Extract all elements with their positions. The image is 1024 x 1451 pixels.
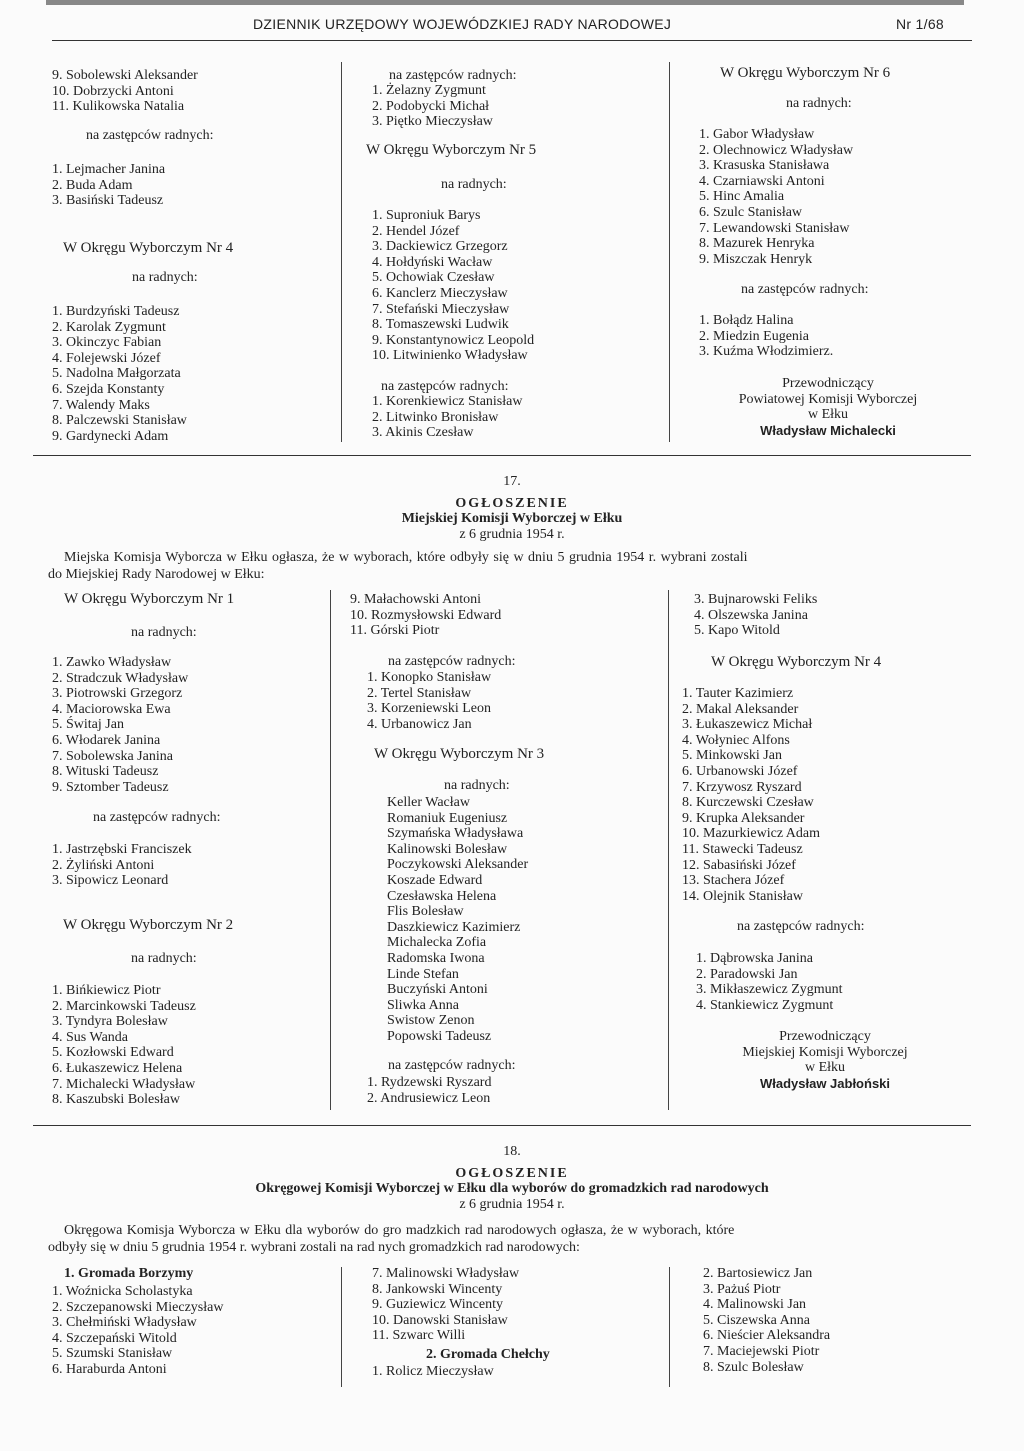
name-list [52, 304, 187, 444]
signature-line: Przewodniczący [782, 376, 874, 391]
list-item: 2. Karolak Zygmunt [52, 319, 166, 335]
announcement-intro: do Miejskiej Rady Narodowej w Ełku: [48, 567, 265, 582]
list-item: 6. Włodarek Janina [52, 732, 161, 748]
list-item: Czesławska Helena [387, 888, 497, 904]
name-list [696, 951, 843, 1013]
journal-title: DZIENNIK URZĘDOWY WOJEWÓDZKIEJ RADY NARODOWEJ [253, 16, 672, 32]
list-item: 3. Kuźma Włodzimierz. [699, 344, 834, 360]
section-heading: na zastępców radnych: [381, 379, 509, 394]
list-item: 2. Bartosiewicz Jan [703, 1266, 813, 1281]
list-item: 7. Krzywosz Ryszard [682, 779, 802, 795]
list-item: 9. Sztomber Tadeusz [52, 779, 169, 795]
list-item: Radomska Iwona [387, 950, 485, 966]
district-heading: W Okręgu Wyborczym Nr 4 [63, 240, 234, 256]
list-item: 2. Podobycki Michał [372, 98, 490, 114]
list-item: 11. Kulikowska Natalia [52, 99, 185, 115]
list-item: 1. Bińkiewicz Piotr [52, 983, 161, 998]
list-item: 2. Olechnowicz Władysław [699, 142, 854, 158]
list-item: 3. Korzeniewski Leon [367, 701, 492, 717]
name-list [52, 655, 188, 795]
list-item: 3. Mikłaszewicz Zygmunt [696, 982, 843, 998]
list-item: 8. Szulc Bolesław [703, 1359, 804, 1375]
list-item: 8. Mazurek Henryka [699, 236, 815, 252]
list-item: 8. Kurczewski Czesław [682, 795, 814, 811]
name-list [387, 795, 528, 1045]
name-list [699, 127, 853, 267]
list-item: 1. Gabor Władysław [699, 127, 815, 142]
name-list [372, 1266, 519, 1344]
list-item: Sliwka Anna [387, 997, 459, 1013]
name-list [703, 1266, 830, 1375]
list-item: 6. Nieścier Aleksandra [703, 1328, 831, 1344]
list-item: Daszkiewicz Kazimierz [387, 919, 521, 935]
announcement-18-header [0, 1144, 1024, 1212]
name-list [52, 162, 165, 209]
list-item: 4. Czarniawski Antoni [699, 173, 825, 189]
list-item: 2. Miedzin Eugenia [699, 328, 810, 344]
list-item: 3. Krasuska Stanisława [699, 158, 830, 174]
list-item: Poczykowski Aleksander [387, 857, 529, 873]
list-item: 1. Rolicz Mieczysław [372, 1364, 494, 1379]
name-list [694, 592, 817, 639]
district-heading: W Okręgu Wyborczym Nr 4 [711, 654, 882, 670]
list-item: 5. Kapo Witold [694, 623, 780, 639]
list-item: 1. Zawko Władysław [52, 655, 172, 670]
list-item: 11. Górski Piotr [350, 623, 440, 639]
announcement-17-header [0, 474, 1024, 542]
list-item: 9. Miszczak Henryk [699, 251, 813, 267]
list-item: 6. Kanclerz Mieczysław [372, 285, 508, 301]
list-item: 12. Sabasiński Józef [682, 857, 796, 873]
list-item: 2. Tertel Stanisław [367, 685, 472, 701]
list-item: 7. Malinowski Władysław [372, 1266, 520, 1281]
name-list [372, 394, 522, 441]
list-item: 3. Basiński Tadeusz [52, 193, 164, 209]
list-item: 5. Kozłowski Edward [52, 1045, 174, 1061]
name-list [372, 208, 534, 364]
list-item: 4. Stankiewicz Zygmunt [696, 997, 834, 1013]
signature-block [690, 376, 966, 438]
list-item: 3. Łukaszewicz Michał [682, 717, 813, 733]
list-item: 2. Żyliński Antoni [52, 857, 155, 873]
column-divider [668, 590, 669, 1110]
column-divider [341, 1267, 342, 1387]
list-item: 1. Tauter Kazimierz [682, 686, 794, 701]
list-item: 6. Łukaszewicz Helena [52, 1060, 183, 1076]
name-list [52, 1284, 223, 1378]
list-item: Michalecka Zofia [387, 935, 487, 951]
list-item: 3. Pażuś Piotr [703, 1281, 781, 1297]
section-heading: na radnych: [131, 951, 197, 966]
list-item: 3. Chełmiński Władysław [52, 1315, 197, 1331]
list-item: Romaniuk Eugeniusz [387, 810, 508, 826]
list-item: 9. Krupka Aleksander [682, 810, 805, 826]
list-item: Popowski Tadeusz [387, 1028, 492, 1044]
district-heading: W Okręgu Wyborczym Nr 2 [63, 917, 234, 933]
list-item: 4. Hołdyński Wacław [372, 254, 493, 270]
district-heading: W Okręgu Wyborczym Nr 1 [64, 591, 235, 607]
section-heading: na zastępców radnych: [93, 810, 221, 825]
list-item: 7. Maciejewski Piotr [703, 1343, 820, 1359]
list-item: 10. Danowski Stanisław [372, 1312, 508, 1328]
list-item: 9. Gardynecki Adam [52, 428, 169, 444]
list-item: 6. Urbanowski Józef [682, 763, 798, 779]
section-heading: na radnych: [131, 625, 197, 640]
list-item: 3. Sipowicz Leonard [52, 873, 169, 889]
announcement-date: z 6 grudnia 1954 r. [459, 1196, 565, 1212]
list-item: 2. Buda Adam [52, 177, 133, 193]
list-item: 5. Hinc Amalia [699, 189, 785, 205]
announcement-number: 17. [503, 474, 521, 489]
list-item: 4. Szczepański Witold [52, 1330, 177, 1346]
list-item: 1. Rydzewski Ryszard [367, 1075, 492, 1090]
district-heading: W Okręgu Wyborczym Nr 3 [374, 746, 545, 762]
list-item: 5. Ochowiak Czesław [372, 270, 495, 286]
list-item: 1. Dąbrowska Janina [696, 951, 814, 966]
announcement-subtitle: Miejskiej Komisji Wyborczej w Ełku [401, 511, 623, 527]
list-item: 2. Marcinkowski Tadeusz [52, 998, 196, 1014]
list-item: 1. Woźnicka Scholastyka [52, 1284, 193, 1299]
list-item: 4. Malinowski Jan [703, 1297, 807, 1313]
list-item: Szymańska Władysława [387, 826, 524, 842]
list-item: 3. Tyndyra Bolesław [52, 1014, 168, 1030]
list-item: 8. Tomaszewski Ludwik [372, 317, 509, 333]
column-divider [330, 590, 331, 1110]
list-item: 7. Stefański Mieczysław [372, 301, 510, 317]
gromada-heading: 2. Gromada Chełchy [426, 1347, 550, 1362]
name-list [682, 686, 820, 904]
list-item: 1. Jastrzębski Franciszek [52, 842, 192, 857]
list-item: 13. Stachera Józef [682, 873, 785, 889]
signature-line: w Ełku [804, 1060, 846, 1076]
list-item: 1. Suproniuk Barys [372, 208, 481, 223]
list-item: Buczyński Antoni [387, 982, 488, 998]
list-item: 8. Palczewski Stanisław [52, 413, 187, 429]
section-heading: na zastępców radnych: [389, 68, 517, 83]
list-item: 1. Konopko Stanisław [367, 670, 492, 685]
announcement-intro: odbyły się w dniu 5 grudnia 1954 r. wybrani zostali na rad nych gromadzkich rad narodowych: [48, 1240, 580, 1255]
list-item: 4. Urbanowicz Jan [367, 716, 472, 732]
list-item: 11. Stawecki Tadeusz [682, 841, 803, 857]
name-list [52, 68, 198, 115]
district-heading: W Okręgu Wyborczym Nr 6 [720, 65, 891, 81]
list-item: Keller Wacław [387, 795, 470, 810]
list-item: 10. Dobrzycki Antoni [52, 83, 174, 99]
signature-line: w Ełku [807, 407, 849, 423]
announcement-title: OGŁOSZENIE [455, 495, 569, 511]
list-item: 10. Mazurkiewicz Adam [682, 826, 821, 842]
list-item: 5. Nadolna Małgorzata [52, 366, 181, 382]
list-item: 7. Lewandowski Stanisław [699, 220, 850, 236]
name-list [372, 83, 493, 130]
list-item: 2. Andrusiewicz Leon [367, 1090, 491, 1106]
column-divider [669, 1267, 670, 1387]
list-item: 2. Paradowski Jan [696, 966, 798, 982]
list-item: 5. Ciszewska Anna [703, 1312, 810, 1328]
section-rule [33, 1125, 971, 1126]
list-item: 2. Stradczuk Władysław [52, 670, 189, 686]
district-heading: W Okręgu Wyborczym Nr 5 [366, 142, 537, 158]
name-list [372, 1364, 494, 1380]
list-item: 3. Piotrowski Grzegorz [52, 686, 183, 702]
name-list [699, 313, 833, 360]
list-item: 1. Burdzyński Tadeusz [52, 304, 180, 319]
list-item: 4. Sus Wanda [52, 1029, 129, 1045]
sec0-col1 [52, 68, 198, 115]
list-item: 6. Szejda Konstanty [52, 381, 165, 397]
section-heading: na radnych: [786, 96, 852, 111]
list-item: Swistow Zenon [387, 1013, 475, 1029]
announcement-number: 18. [503, 1144, 521, 1159]
journal-number: Nr 1/68 [896, 16, 945, 32]
signer-name: Władysław Michalecki [760, 422, 896, 438]
list-item: 4. Olszewska Janina [694, 607, 808, 623]
name-list [350, 592, 501, 639]
list-item: 2. Hendel Józef [372, 223, 460, 239]
list-item: 7. Sobolewska Janina [52, 748, 173, 764]
list-item: 1. Lejmacher Janina [52, 162, 166, 177]
list-item: 9. Konstantynowicz Leopold [372, 332, 535, 348]
section-heading: na zastępców radnych: [741, 282, 869, 297]
announcement-subtitle: Okręgowej Komisji Wyborczej w Ełku dla wyborów do gromadzkich rad narodowych [255, 1181, 769, 1197]
list-item: 7. Michalecki Władysław [52, 1076, 196, 1092]
signature-block [675, 1029, 975, 1091]
list-item: 1. Bołądz Halina [699, 313, 794, 328]
section-heading: na radnych: [441, 177, 507, 192]
list-item: 4. Folejewski Józef [52, 350, 161, 366]
section-heading: na zastępców radnych: [388, 654, 516, 669]
list-item: 10. Litwinienko Władysław [372, 348, 528, 364]
header-rule [52, 40, 972, 41]
list-item: Koszade Edward [387, 872, 483, 888]
list-item: 3. Akinis Czesław [372, 425, 474, 441]
list-item: 9. Sobolewski Aleksander [52, 68, 198, 83]
name-list [52, 842, 192, 889]
list-item: 8. Jankowski Wincenty [372, 1281, 503, 1297]
announcement-intro: Miejska Komisja Wyborcza w Ełku ogłasza, że w wyborach, które odbyły się w dniu 5 grudnia 1954 r. wybrani zostali [64, 550, 748, 565]
announcement-title: OGŁOSZENIE [455, 1165, 569, 1181]
gromada-heading: 1. Gromada Borzymy [64, 1266, 194, 1281]
list-item: Flis Bolesław [387, 904, 464, 920]
list-item: 4. Maciorowska Ewa [52, 701, 171, 717]
section-heading: na zastępców radnych: [737, 919, 865, 934]
list-item: 11. Szwarc Willi [372, 1328, 466, 1344]
list-item: 1. Korenkiewicz Stanisław [372, 394, 523, 409]
list-item: 8. Wituski Tadeusz [52, 764, 159, 780]
list-item: 3. Piętko Mieczysław [372, 114, 493, 130]
column-divider [341, 62, 342, 442]
list-item: 3. Bujnarowski Feliks [694, 592, 818, 607]
list-item: 9. Guziewicz Wincenty [372, 1297, 503, 1313]
list-item: 8. Kaszubski Bolesław [52, 1092, 180, 1108]
section-heading: na radnych: [132, 270, 198, 285]
name-list [367, 670, 491, 732]
list-item: 4. Wołyniec Alfons [682, 732, 790, 748]
section-rule [33, 455, 971, 456]
list-item: 6. Szulc Stanisław [699, 204, 803, 220]
list-item: 5. Szumski Stanisław [52, 1346, 173, 1362]
list-item: Linde Stefan [387, 966, 459, 982]
list-item: 1. Żelazny Zygmunt [372, 83, 486, 98]
column-divider [669, 62, 670, 442]
list-item: 3. Okinczyc Fabian [52, 335, 162, 351]
signer-name: Władysław Jabłoński [759, 1075, 891, 1091]
list-item: 5. Świtaj Jan [52, 717, 124, 733]
list-item: 9. Małachowski Antoni [350, 592, 482, 607]
section-heading: na zastępców radnych: [86, 128, 214, 143]
announcement-intro: Okręgowa Komisja Wyborcza w Ełku dla wyborów do gro madzkich rad narodowych ogłasza, że w wyborach, które [64, 1223, 735, 1238]
list-item: 3. Dackiewicz Grzegorz [372, 239, 508, 255]
list-item: 14. Olejnik Stanisław [682, 888, 803, 904]
list-item: 5. Minkowski Jan [682, 748, 782, 764]
list-item: 6. Haraburda Antoni [52, 1361, 167, 1377]
section-heading: na radnych: [444, 778, 510, 793]
top-bar [46, 0, 964, 5]
list-item: 7. Walendy Maks [52, 397, 150, 413]
list-item: 2. Szczepanowski Mieczysław [52, 1299, 224, 1315]
list-item: Kalinowski Bolesław [387, 841, 508, 857]
signature-line: Miejskiej Komisji Wyborczej [742, 1044, 908, 1060]
name-list [52, 983, 196, 1108]
list-item: 10. Rozmysłowski Edward [350, 607, 502, 623]
signature-line: Przewodniczący [779, 1029, 871, 1044]
announcement-date: z 6 grudnia 1954 r. [459, 526, 565, 542]
list-item: 2. Litwinko Bronisław [372, 409, 499, 425]
name-list [367, 1075, 491, 1106]
signature-line: Powiatowej Komisji Wyborczej [738, 391, 918, 407]
list-item: 2. Makal Aleksander [682, 701, 799, 717]
section-heading: na zastępców radnych: [388, 1058, 516, 1073]
